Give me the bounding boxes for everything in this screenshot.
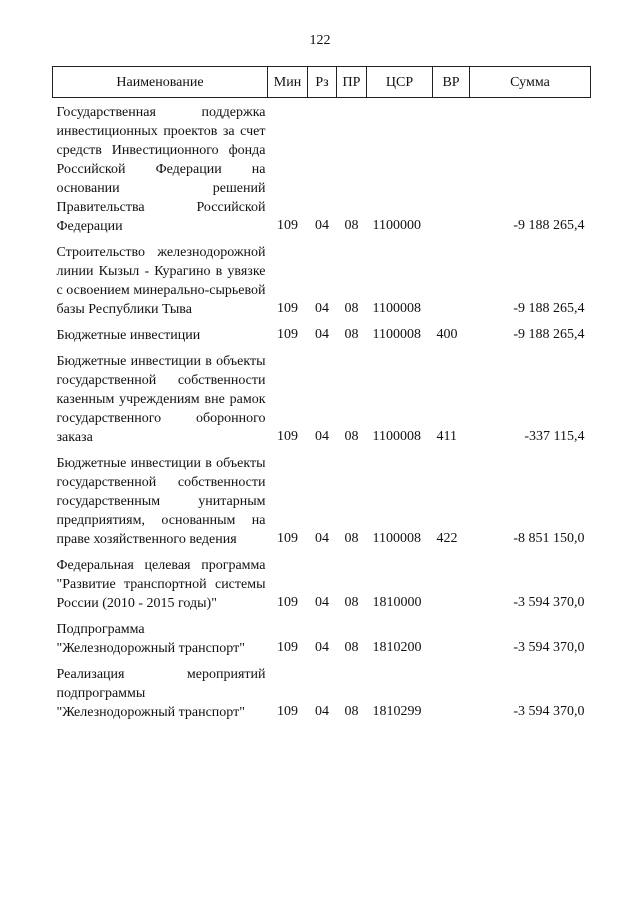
row-name: Бюджетные инвестиции в объекты государственной собственности казенным учреждениям вне рамок государственного оборонного заказа <box>56 354 266 445</box>
row-min: 109 <box>277 218 298 233</box>
table-row <box>53 449 591 551</box>
row-rz: 04 <box>315 301 329 316</box>
table-row <box>53 238 591 321</box>
row-pr: 08 <box>344 429 359 444</box>
row-name-cell <box>53 347 268 449</box>
row-vr: 411 <box>436 429 457 444</box>
row-min: 109 <box>277 640 298 655</box>
row-csr: 1100008 <box>372 531 421 546</box>
row-sum: -9 188 265,4 <box>513 327 585 342</box>
row-pr: 08 <box>344 327 359 342</box>
row-name-cell <box>53 321 268 347</box>
row-name-cell <box>53 238 268 321</box>
row-sum: -337 115,4 <box>524 429 585 444</box>
row-name: Государственная поддержка инвестиционных проектов за счет средств Инвестиционного фонда Российской Федерации на основании решений Правительства Российской Федерации <box>56 105 266 234</box>
row-name-cell <box>53 449 268 551</box>
header-csr: ЦСР <box>367 67 433 98</box>
row-min: 109 <box>277 704 298 719</box>
row-name-cell <box>53 551 268 615</box>
row-vr: 400 <box>436 327 458 342</box>
header-sum: Сумма <box>470 67 591 98</box>
row-sum: -3 594 370,0 <box>513 640 585 655</box>
row-pr: 08 <box>344 218 359 233</box>
row-name-cell <box>53 98 268 239</box>
row-vr <box>437 721 470 724</box>
table-row <box>53 660 591 724</box>
table-row <box>53 551 591 615</box>
row-rz: 04 <box>315 640 329 655</box>
row-rz: 04 <box>315 595 329 610</box>
row-name-cell <box>53 660 268 724</box>
row-sum: -9 188 265,4 <box>513 218 585 233</box>
row-min: 109 <box>277 301 298 316</box>
header-vr: ВР <box>433 67 470 98</box>
row-csr: 1100008 <box>372 429 421 444</box>
budget-table <box>52 66 591 724</box>
row-sum: -9 188 265,4 <box>513 301 585 316</box>
page-number: 122 <box>309 33 331 48</box>
row-rz: 04 <box>315 327 329 342</box>
row-sum: -3 594 370,0 <box>513 595 585 610</box>
row-name-cell <box>53 615 268 660</box>
row-pr: 08 <box>344 704 359 719</box>
row-pr: 08 <box>344 640 359 655</box>
row-name: Строительство железнодорожной линии Кызыл - Курагино в увязке с освоением минерально-сырьевой базы Республики Тыва <box>56 245 266 317</box>
table-row <box>53 615 591 660</box>
row-sum: -8 851 150,0 <box>513 531 585 546</box>
header-min: Мин <box>268 67 308 98</box>
row-csr: 1100008 <box>372 301 421 316</box>
header-name: Наименование <box>53 67 268 98</box>
row-name: Реализация мероприятий подпрограммы "Железнодорожный транспорт" <box>56 667 266 720</box>
row-csr: 1810200 <box>372 640 422 655</box>
table-row <box>53 98 591 239</box>
table-row <box>53 347 591 449</box>
row-csr: 1810000 <box>372 595 422 610</box>
row-vr: 422 <box>436 531 458 546</box>
row-name: Бюджетные инвестиции в объекты государственной собственности государственным унитарным предприятиям, основанным на праве хозяйственного ведения <box>56 456 266 547</box>
row-pr: 08 <box>344 301 359 316</box>
row-sum: -3 594 370,0 <box>513 704 585 719</box>
table-header-row <box>53 67 591 98</box>
row-name: Федеральная целевая программа "Развитие транспортной системы России (2010 - 2015 годы)" <box>56 558 266 611</box>
header-rz: Рз <box>308 67 337 98</box>
row-rz: 04 <box>315 218 329 233</box>
row-min: 109 <box>277 531 298 546</box>
row-pr: 08 <box>344 531 359 546</box>
row-pr: 08 <box>344 595 359 610</box>
row-rz: 04 <box>315 531 329 546</box>
table-row <box>53 321 591 347</box>
row-name: Бюджетные инвестиции <box>56 328 201 343</box>
row-csr: 1100008 <box>372 327 421 342</box>
row-min: 109 <box>277 595 298 610</box>
row-min: 109 <box>277 327 298 342</box>
row-name: Подпрограмма "Железнодорожный транспорт" <box>56 622 245 656</box>
row-csr: 1810299 <box>372 704 422 719</box>
header-pr: ПР <box>337 67 367 98</box>
row-csr: 1100000 <box>372 218 421 233</box>
row-rz: 04 <box>315 429 329 444</box>
row-rz: 04 <box>315 704 329 719</box>
row-min: 109 <box>277 429 298 444</box>
